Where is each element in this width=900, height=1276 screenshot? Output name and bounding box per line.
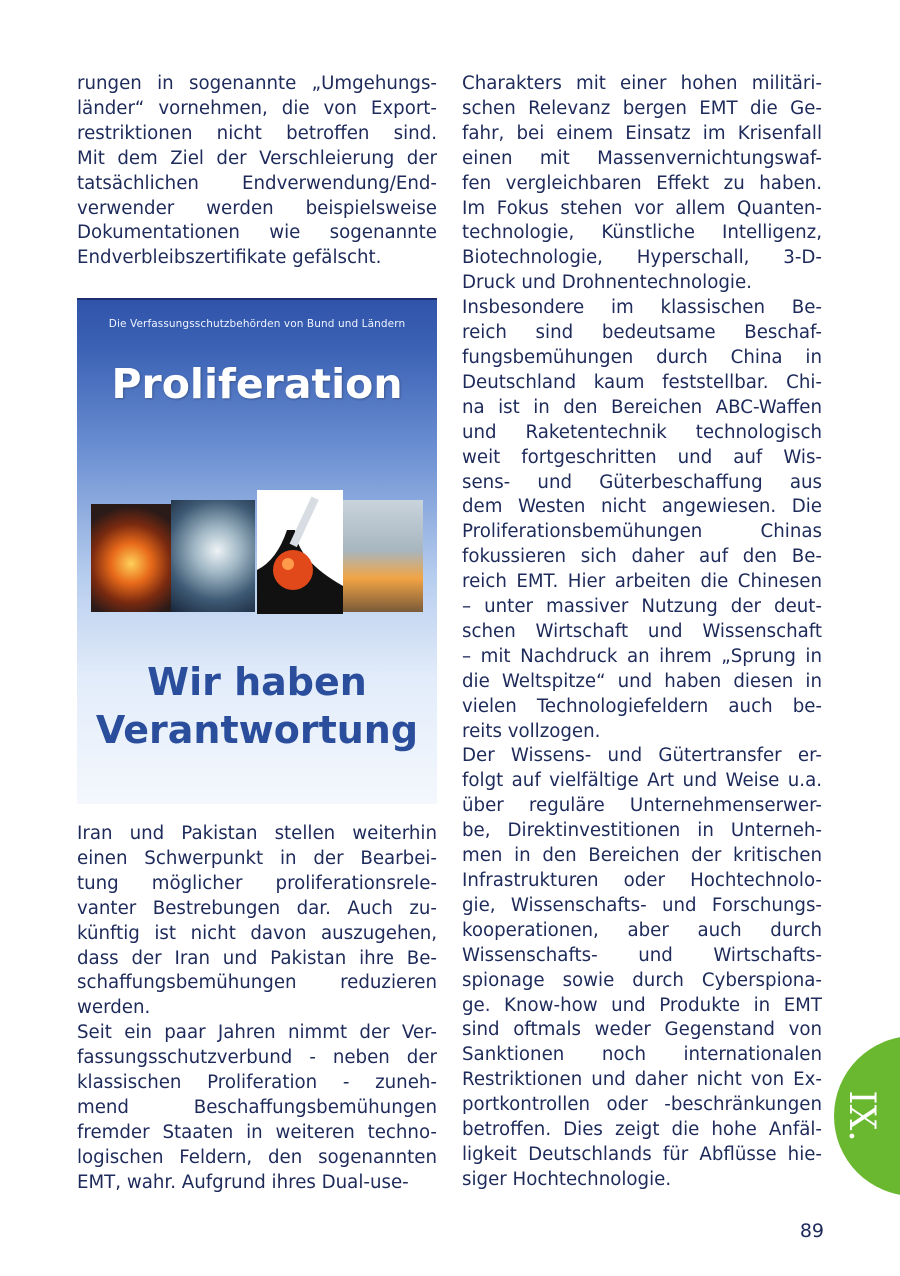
text-line: reich sind bedeutsame Beschaf- xyxy=(462,322,822,344)
text-line: Infrastrukturen oder Hochtechnolo- xyxy=(462,870,822,891)
cover-subtitle: Die Verfassungsschutzbehörden von Bund und Ländern xyxy=(108,318,406,330)
text-line: länder“ vornehmen, die von Export- xyxy=(77,97,437,119)
text-line: siger Hochtechnologie. xyxy=(462,1168,672,1190)
text-line: rungen in sogenannte „Umgehungs- xyxy=(77,73,437,94)
text-line: reich EMT. Hier arbeiten die Chinesen xyxy=(462,571,822,593)
chapter-tab-label: IX. xyxy=(841,1090,883,1142)
cover-slogan-line2: Verantwortung xyxy=(95,708,419,752)
right-column xyxy=(462,72,822,1193)
text-line: schaffungsbemühungen reduzieren xyxy=(77,972,437,994)
text-line: die Weltspitze“ und haben diesen in xyxy=(462,670,822,692)
text-line: ligkeit Deutschlands für Abflüsse hie- xyxy=(462,1143,822,1165)
text-line: Druck und Drohnentechnologie. xyxy=(462,272,752,294)
text-line: Restriktionen und daher nicht von Ex- xyxy=(462,1069,822,1091)
text-line: logischen Feldern, den sogenannten xyxy=(77,1146,437,1168)
text-line: über reguläre Unternehmenserwer- xyxy=(462,795,822,817)
text-line: ge. Know-how und Produkte in EMT xyxy=(462,994,822,1016)
text-line: sens- und Güterbeschaffung aus xyxy=(462,471,822,493)
missile-launch-photo xyxy=(343,500,423,612)
right-paragraph-transfer xyxy=(462,744,822,1192)
text-line: fremder Staaten in weiteren techno- xyxy=(77,1121,437,1143)
text-line: sind oftmals weder Gegenstand von xyxy=(462,1019,822,1041)
left-column-lower xyxy=(77,822,437,1196)
text-line: Im Fokus stehen vor allem Quanten- xyxy=(462,197,822,219)
text-line: Charakters mit einer hohen militäri- xyxy=(462,73,822,94)
text-line: verwender werden beispielsweise xyxy=(77,197,437,219)
left-paragraph-emt xyxy=(77,1021,437,1195)
hazmat-worker-photo xyxy=(171,500,255,612)
cover-top-border xyxy=(77,298,437,300)
cover-slogan xyxy=(77,658,437,754)
text-line: technologie, Künstliche Intelligenz, xyxy=(462,222,822,244)
text-line: restriktionen nicht betroffen sind. xyxy=(77,122,437,144)
flask-icon xyxy=(257,490,343,614)
text-line: reits vollzogen. xyxy=(462,720,601,742)
text-line: spionage sowie durch Cyberspiona- xyxy=(462,969,822,991)
right-paragraph-dual-use xyxy=(462,72,822,296)
text-line: weit fortgeschritten und auf Wis- xyxy=(462,446,822,468)
text-line: Proliferationsbemühungen Chinas xyxy=(462,521,822,543)
text-line: tatsächlichen Endverwendung/End- xyxy=(77,172,437,194)
text-line: Insbesondere im klassischen Be- xyxy=(462,297,822,319)
lab-flask-photo xyxy=(257,490,343,614)
text-line: fungsbemühungen durch China in xyxy=(462,346,822,368)
text-line: tung möglicher proliferationsrele- xyxy=(77,872,437,894)
text-line: klassischen Proliferation - zuneh- xyxy=(77,1072,437,1094)
text-line: folgt auf vielfältige Art und Weise u.a. xyxy=(462,770,822,792)
text-line: be, Direktinvestitionen in Unterneh- xyxy=(462,820,822,842)
text-line: Biotechnologie, Hyperschall, 3-D- xyxy=(462,247,822,269)
text-line: gie, Wissenschafts- und Forschungs- xyxy=(462,894,822,916)
text-line: – unter massiver Nutzung der deut- xyxy=(462,596,822,618)
text-line: Wissenschafts- und Wirtschafts- xyxy=(462,944,822,966)
text-line: Mit dem Ziel der Verschleierung der xyxy=(77,147,437,169)
text-line: einen mit Massenvernichtungswaf- xyxy=(462,147,822,169)
text-line: Deutschland kaum feststellbar. Chi- xyxy=(462,371,822,393)
text-line: und Raketentechnik technologisch xyxy=(462,421,822,443)
left-paragraph-iran-pakistan xyxy=(77,822,437,1021)
text-line: vanter Bestrebungen dar. Auch zu- xyxy=(77,897,437,919)
text-line: künftig ist nicht davon auszugehen, xyxy=(77,922,437,944)
left-top-paragraph xyxy=(77,72,437,271)
text-line: Sanktionen noch internationalen xyxy=(462,1044,822,1066)
text-line: EMT, wahr. Aufgrund ihres Dual-use- xyxy=(77,1171,409,1193)
left-column xyxy=(77,72,437,271)
text-line: portkontrollen oder -beschränkungen xyxy=(462,1094,822,1116)
text-line: – mit Nachdruck an ihrem „Sprung in xyxy=(462,645,822,667)
cover-photo-strip xyxy=(91,496,423,616)
text-line: Seit ein paar Jahren nimmt der Ver- xyxy=(77,1022,437,1044)
explosion-photo xyxy=(91,504,171,612)
text-line: na ist in den Bereichen ABC-Waffen xyxy=(462,396,822,418)
text-line: men in den Bereichen der kritischen xyxy=(462,845,822,867)
text-line: Der Wissens- und Gütertransfer er- xyxy=(462,745,822,767)
text-line: betroffen. Dies zeigt die hohe Anfäl- xyxy=(462,1119,822,1141)
text-line: einen Schwerpunkt in der Bearbei- xyxy=(77,847,437,869)
text-line: dass der Iran und Pakistan ihre Be- xyxy=(77,947,437,969)
text-line: dem Westen nicht angewiesen. Die xyxy=(462,496,822,518)
cover-title: Proliferation xyxy=(111,360,403,408)
text-line: fen vergleichbaren Effekt zu haben. xyxy=(462,172,822,194)
text-line: kooperationen, aber auch durch xyxy=(462,919,822,941)
text-line: mend Beschaffungsbemühungen xyxy=(77,1096,437,1118)
text-line: fahr, bei einem Einsatz im Krisenfall xyxy=(462,122,822,144)
text-line: schen Wirtschaft und Wissenschaft xyxy=(462,620,822,642)
text-line: fassungsschutzverbund - neben der xyxy=(77,1047,437,1069)
text-line: Iran und Pakistan stellen weiterhin xyxy=(77,823,437,844)
page-number: 89 xyxy=(799,1220,824,1242)
text-line: werden. xyxy=(77,997,151,1019)
proliferation-brochure-cover xyxy=(77,298,437,804)
text-line: schen Relevanz bergen EMT die Ge- xyxy=(462,97,822,119)
cover-slogan-line1: Wir haben xyxy=(147,660,367,704)
text-line: Endverbleibszertifikate gefälscht. xyxy=(77,247,382,269)
right-paragraph-china xyxy=(462,296,822,744)
text-line: vielen Technologiefeldern auch be- xyxy=(462,695,822,717)
text-line: fokussieren sich daher auf den Be- xyxy=(462,546,822,568)
text-line: Dokumentationen wie sogenannte xyxy=(77,222,437,244)
